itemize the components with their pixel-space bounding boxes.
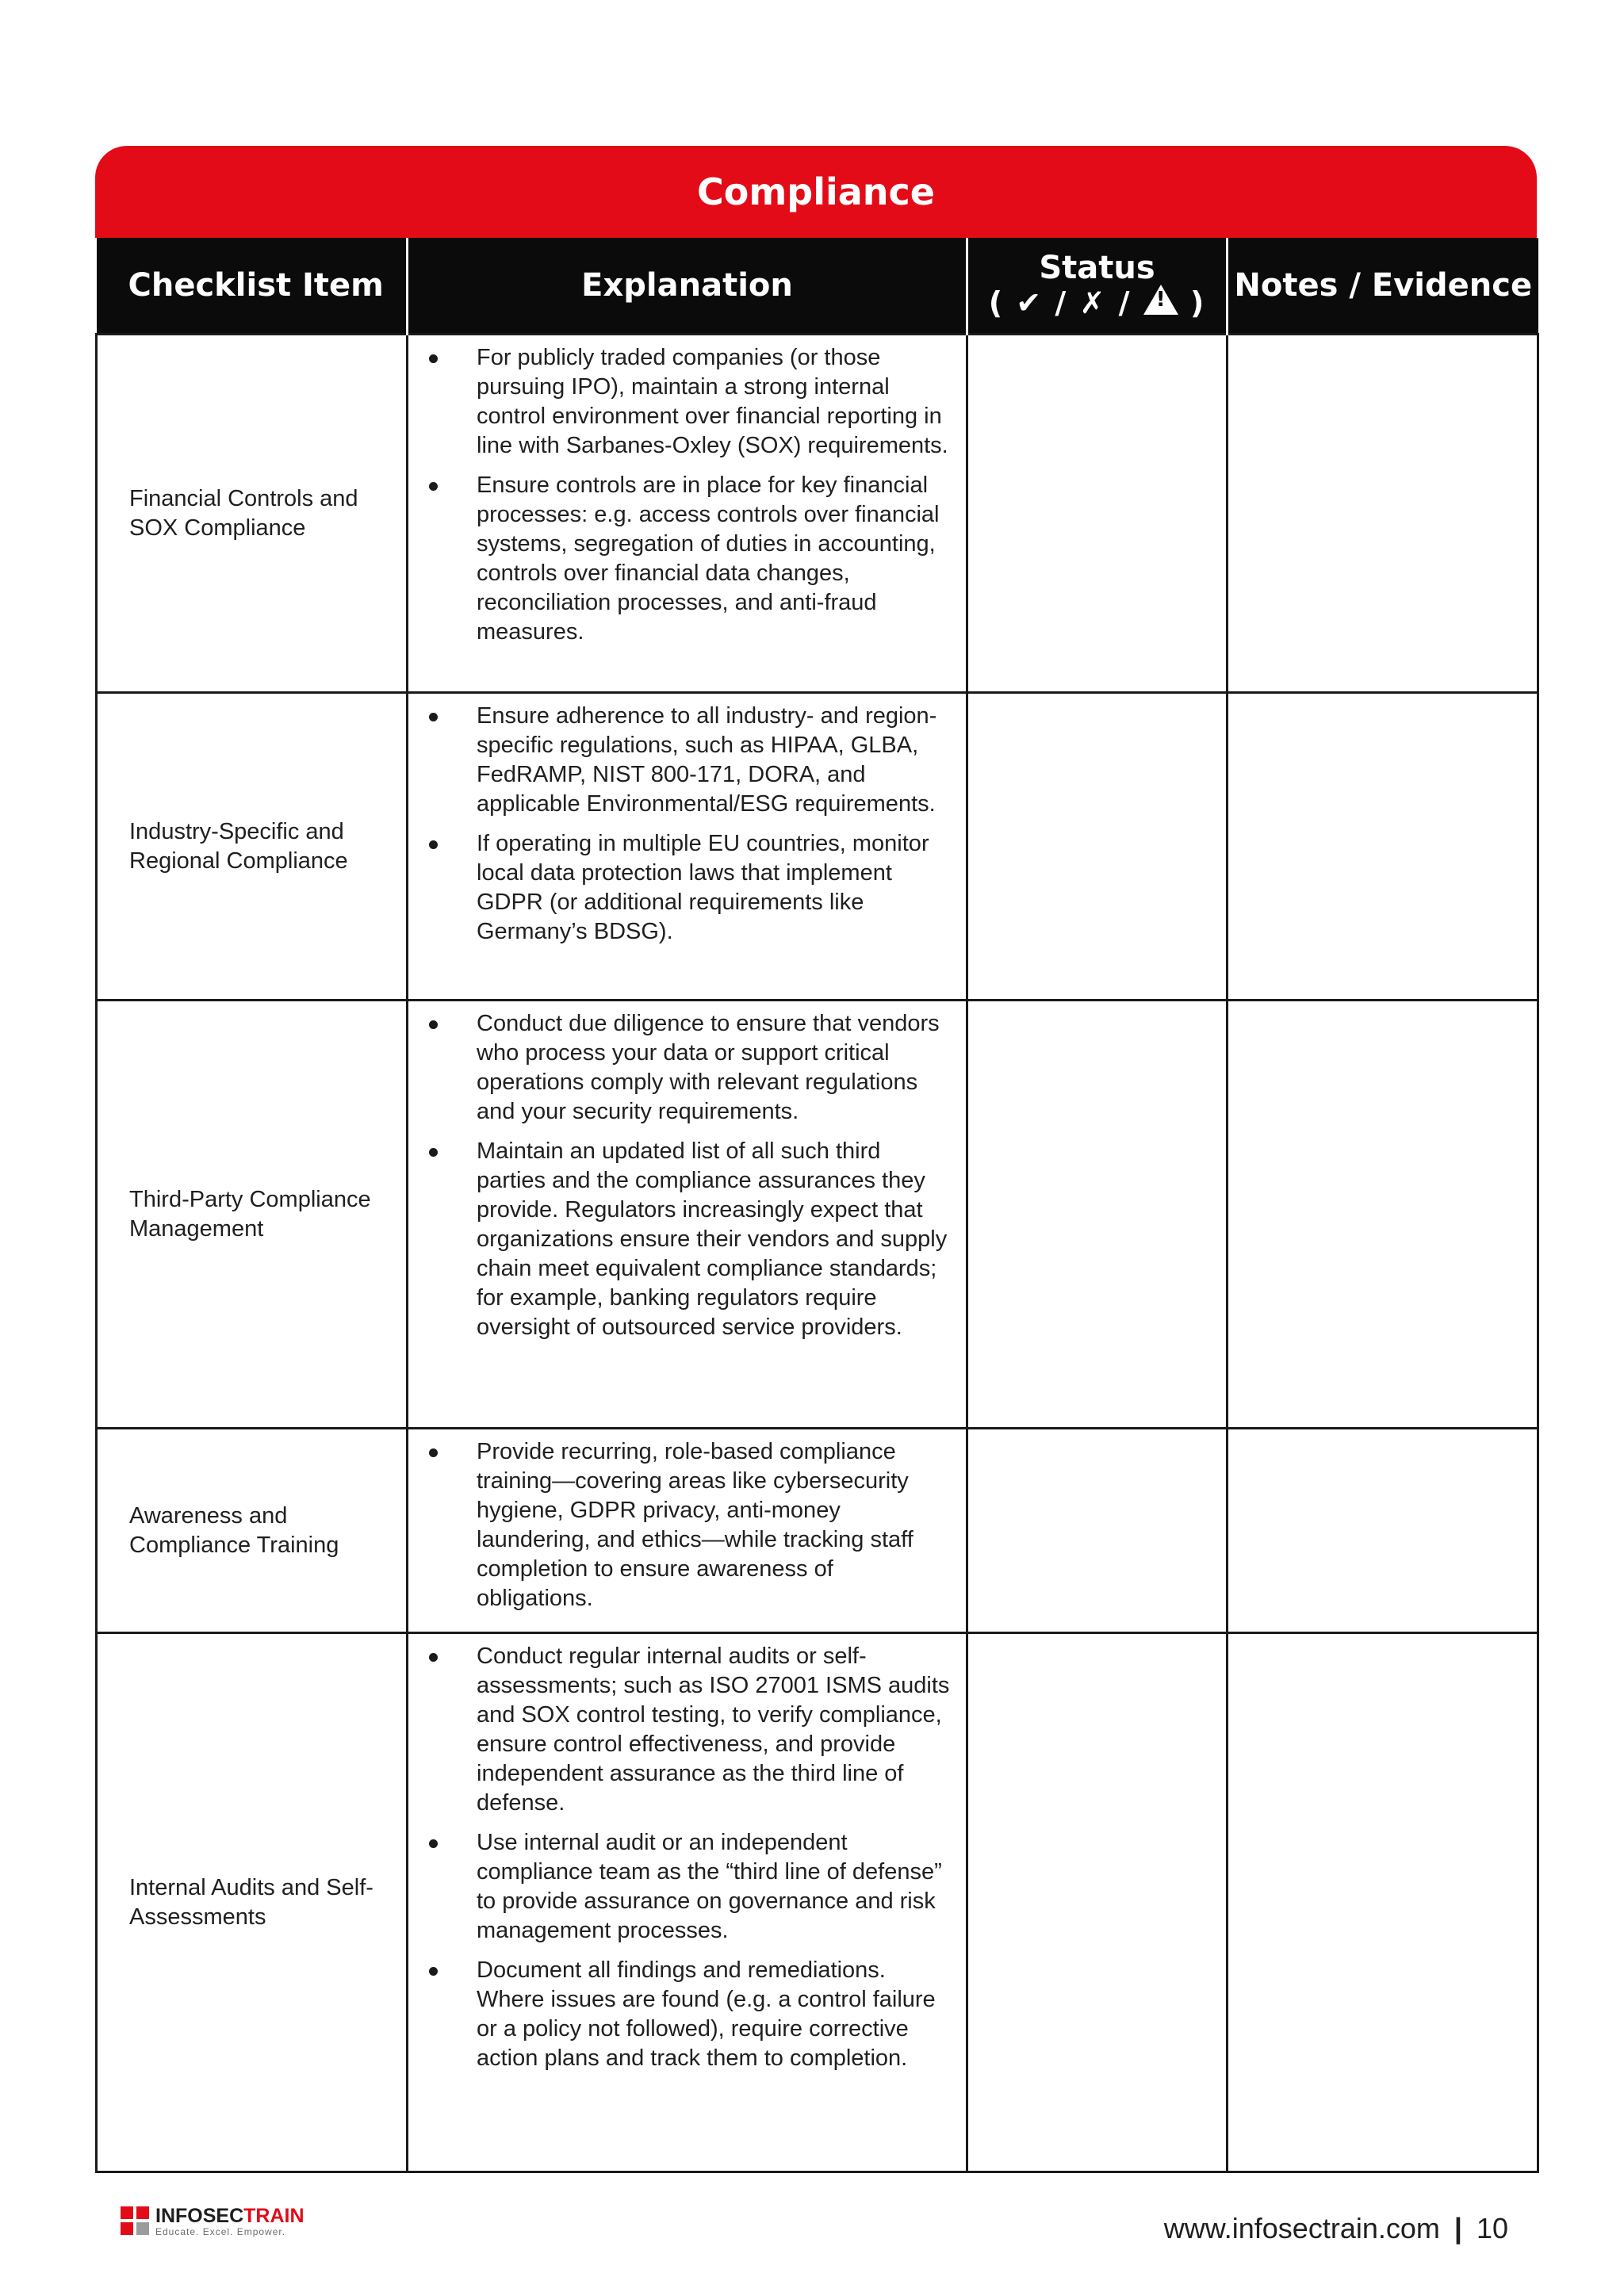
bullet-item: For publicly traded companies (or those pursuing IPO), maintain a strong internal control environment over financial reporting in line with Sarbanes-Oxley (SOX) requirements. <box>419 343 955 461</box>
logo-wordmark <box>155 2206 304 2226</box>
header-status-label: Status <box>1039 250 1155 287</box>
x-mark-icon: ✗ <box>1079 285 1107 321</box>
checklist-item: Industry-Specific and Regional Compliance <box>97 693 408 1001</box>
status-paren-open: ( <box>988 285 1005 321</box>
table-row <box>97 335 1538 693</box>
checklist-item: Internal Audits and Self-Assessments <box>97 1633 408 2172</box>
section-title: Compliance <box>696 170 935 213</box>
compliance-checklist <box>95 146 1537 2173</box>
checklist-item: Financial Controls and SOX Compliance <box>97 335 408 693</box>
table-row <box>97 693 1538 1001</box>
page-number: 10 <box>1476 2212 1508 2244</box>
logo-tagline: Educate. Excel. Empower. <box>155 2226 286 2237</box>
status-slash-2: / <box>1118 285 1132 321</box>
logo-mark-icon <box>121 2206 151 2237</box>
company-logo <box>121 2206 304 2237</box>
footer-right <box>1164 2212 1508 2245</box>
checklist-item: Awareness and Compliance Training <box>97 1429 408 1633</box>
check-icon: ✔ <box>1016 285 1044 321</box>
status-legend <box>968 285 1226 320</box>
bullet-item: Provide recurring, role-based compliance training—covering areas like cybersecurity hygiene, GDPR privacy, anti-money laundering, and ethics—while tracking staff completion to ensure awareness of obligations. <box>419 1437 955 1613</box>
section-title-bar <box>95 146 1537 238</box>
notes-cell[interactable] <box>1228 1633 1538 2172</box>
status-cell[interactable] <box>967 1001 1228 1429</box>
bullet-item: Use internal audit or an independent compliance team as the “third line of defense” to provide assurance on governance and risk management processes. <box>419 1828 955 1946</box>
explanation-cell <box>408 335 967 693</box>
notes-cell[interactable] <box>1228 693 1538 1001</box>
header-status <box>967 238 1228 335</box>
header-notes-evidence: Notes / Evidence <box>1228 238 1538 335</box>
bullet-item: Ensure controls are in place for key financial processes: e.g. access controls over financial systems, segregation of duties in accounting, controls over financial data changes, reconciliation processes, and anti-fraud measures. <box>419 471 955 647</box>
warning-icon <box>1143 285 1178 315</box>
table-row <box>97 1429 1538 1633</box>
logo-text-train: TRAIN <box>243 2205 304 2227</box>
bullet-item: Document all findings and remediations. Where issues are found (e.g. a control failure or a policy not followed), require corrective action plans and track them to completion. <box>419 1956 955 2073</box>
checklist-table <box>95 238 1539 2173</box>
status-cell[interactable] <box>967 335 1228 693</box>
explanation-cell <box>408 1429 967 1633</box>
bullet-item: If operating in multiple EU countries, monitor local data protection laws that implement GDPR (or additional requirements like Germany’s BDSG). <box>419 829 955 947</box>
bullet-item: Ensure adherence to all industry- and region-specific regulations, such as HIPAA, GLBA, FedRAMP, NIST 800-171, DORA, and applicable Environmental/ESG requirements. <box>419 702 955 819</box>
logo-text-infosec: INFOSEC <box>155 2205 244 2227</box>
explanation-cell <box>408 1001 967 1429</box>
table-row <box>97 1633 1538 2172</box>
notes-cell[interactable] <box>1228 1429 1538 1633</box>
bullet-item: Conduct regular internal audits or self-assessments; such as ISO 27001 ISMS audits and SOX control testing, to verify compliance, ensure control effectiveness, and provide independent assurance as the third line of defense. <box>419 1642 955 1818</box>
notes-cell[interactable] <box>1228 1001 1538 1429</box>
status-slash-1: / <box>1055 285 1068 321</box>
status-cell[interactable] <box>967 693 1228 1001</box>
bullet-item: Maintain an updated list of all such third parties and the compliance assurances they provide. Regulators increasingly expect that organizations ensure their vendors and supply chain meet equivalent compliance standards; for example, banking regulators require oversight of outsourced service providers. <box>419 1137 955 1342</box>
explanation-cell <box>408 693 967 1001</box>
footer-separator: | <box>1454 2212 1462 2244</box>
bullet-item: Conduct due diligence to ensure that vendors who process your data or support critical operations comply with relevant regulations and your security requirements. <box>419 1009 955 1127</box>
header-checklist-item: Checklist Item <box>97 238 408 335</box>
status-paren-close: ) <box>1189 285 1206 321</box>
explanation-cell <box>408 1633 967 2172</box>
notes-cell[interactable] <box>1228 335 1538 693</box>
table-row <box>97 1001 1538 1429</box>
website-link[interactable]: www.infosectrain.com <box>1163 2212 1440 2244</box>
checklist-item: Third-Party Compliance Management <box>97 1001 408 1429</box>
header-explanation: Explanation <box>408 238 967 335</box>
status-cell[interactable] <box>967 1633 1228 2172</box>
header-row <box>97 238 1538 335</box>
status-cell[interactable] <box>967 1429 1228 1633</box>
